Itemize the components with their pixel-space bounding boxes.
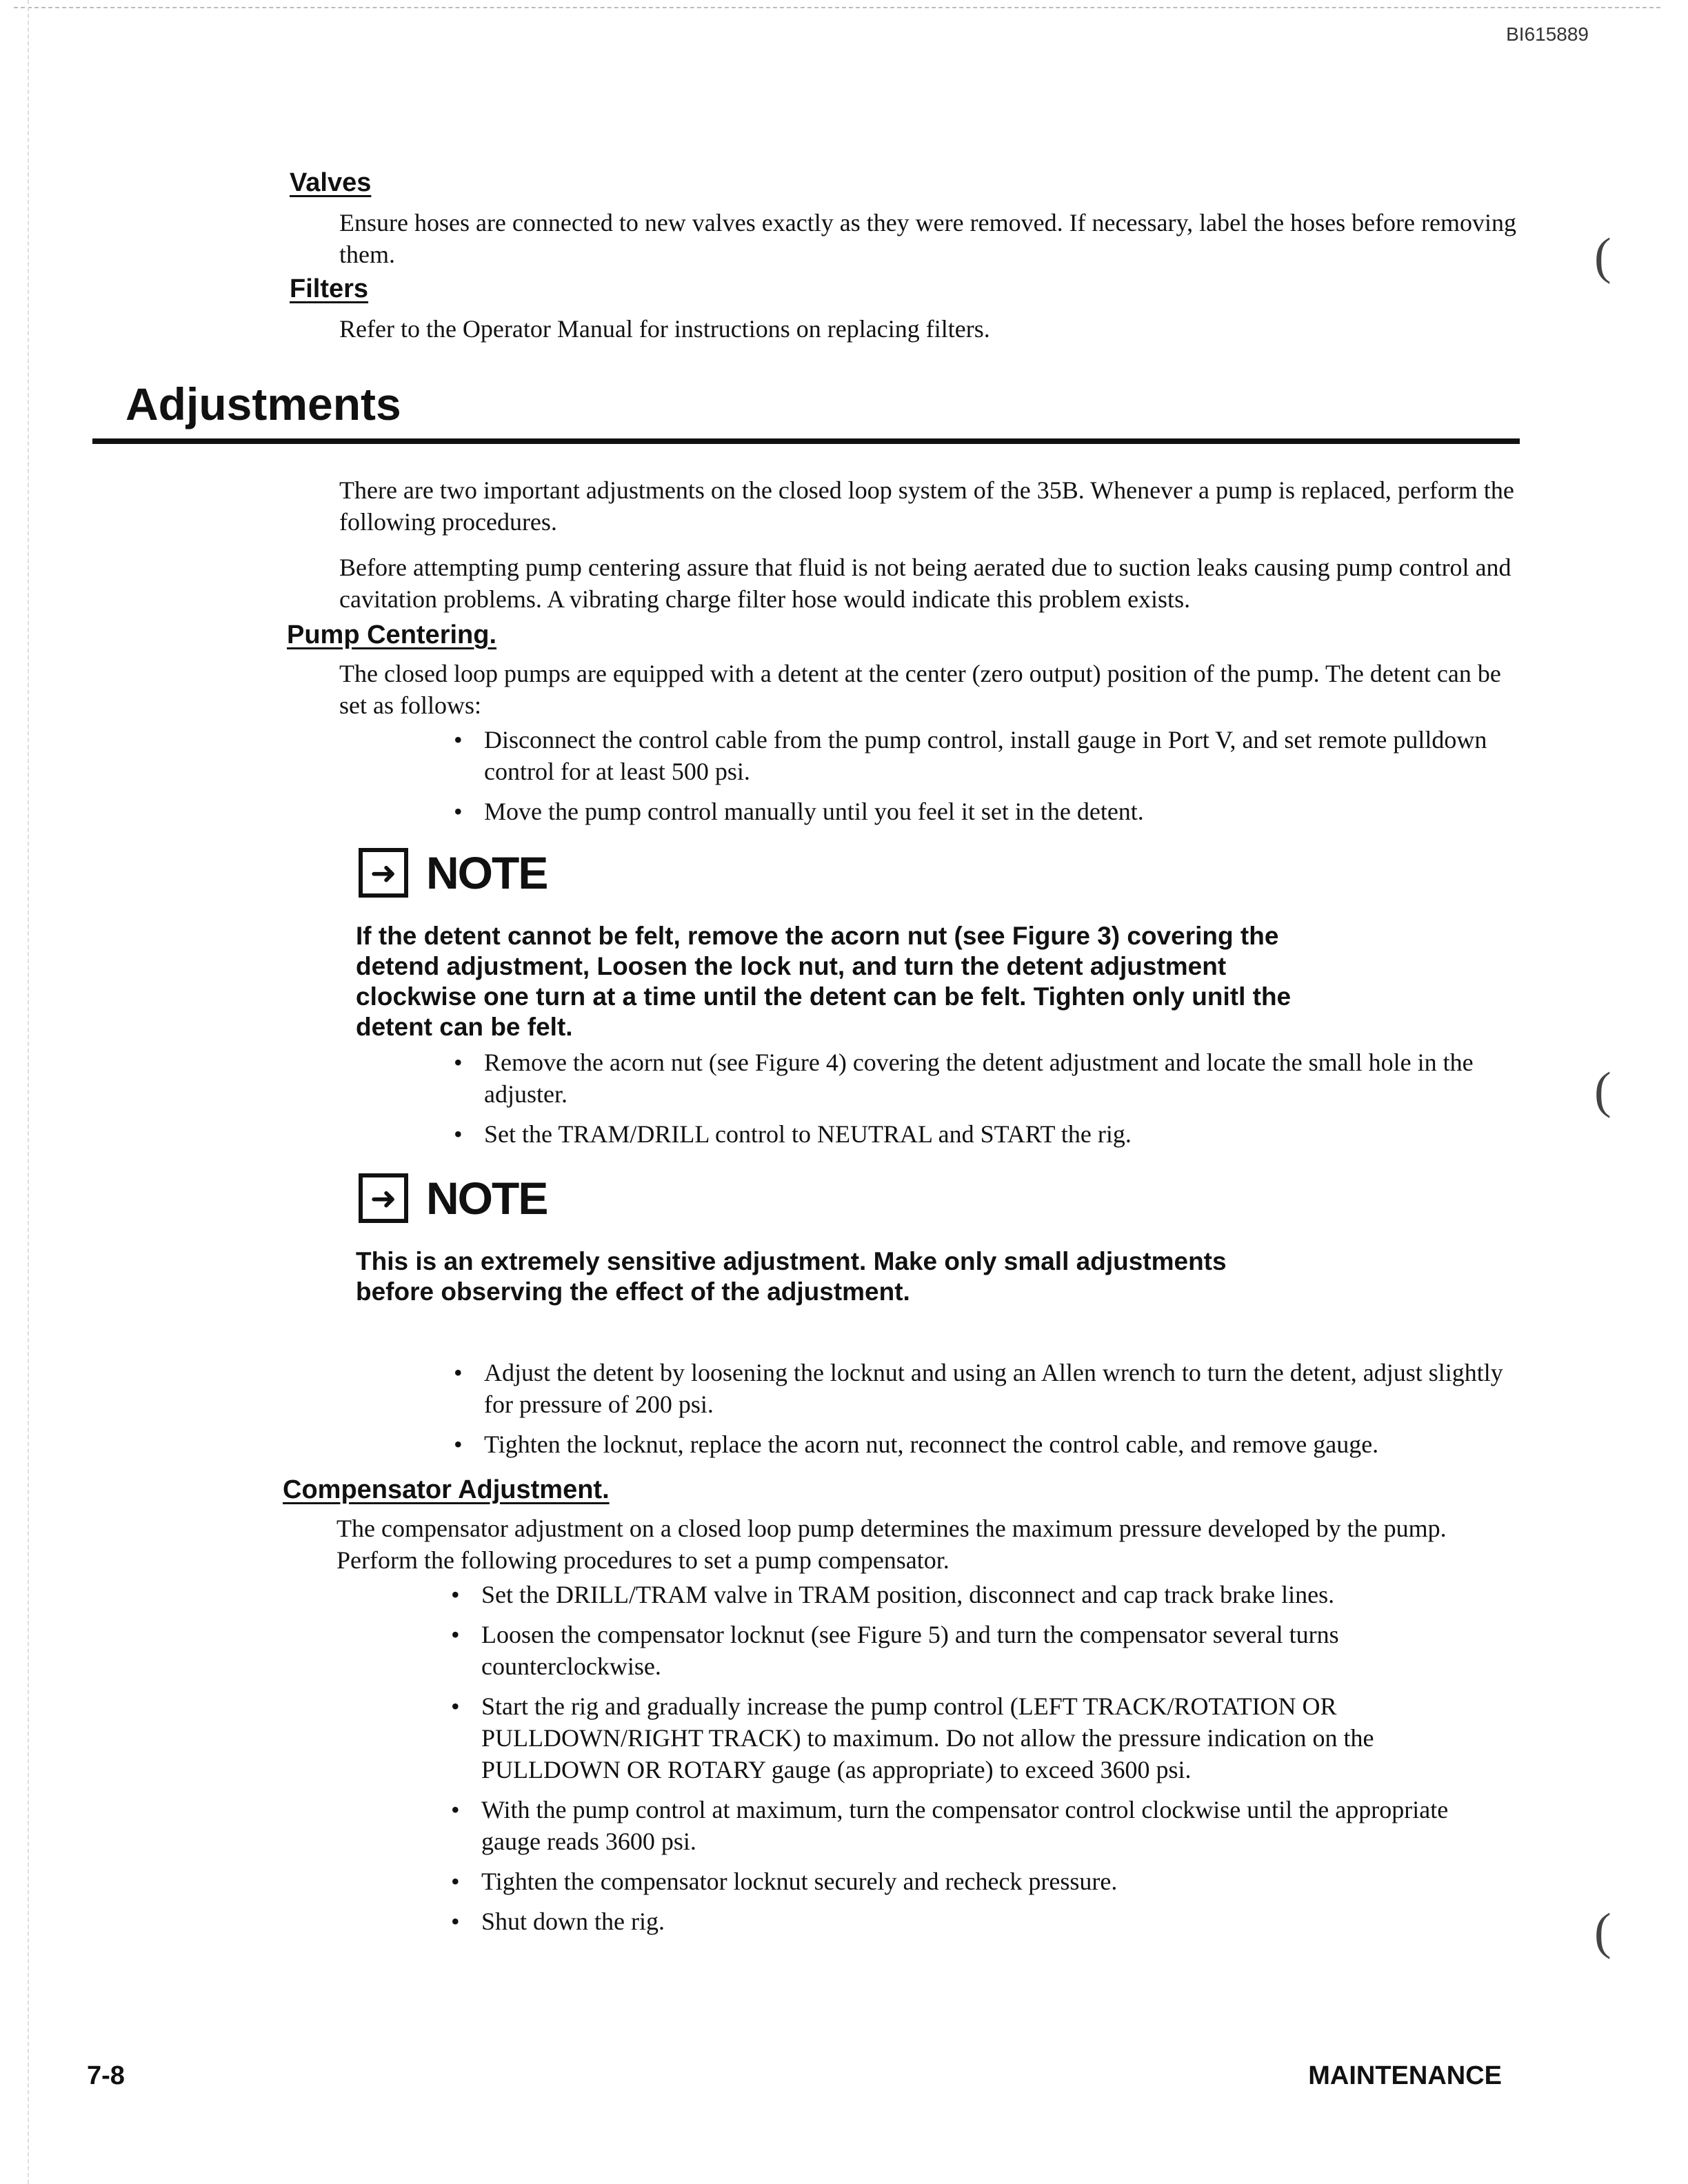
binder-hole-icon: ( [1594, 1062, 1611, 1119]
valves-text: Ensure hoses are connected to new valves exactly as they were removed. If necessary, label the hoses before removing them. [339, 209, 1516, 268]
bullet-icon: • [451, 1796, 460, 1823]
adjustments-intro-1: There are two important adjustments on the closed loop system of the 35B. Whenever a pump is replaced, perform the following procedures. [339, 476, 1514, 536]
scan-left-border [28, 0, 29, 2184]
filters-section [290, 274, 368, 304]
binder-hole-icon: ( [1594, 1903, 1611, 1960]
scan-top-border [14, 7, 1660, 8]
page-number: 7-8 [87, 2061, 125, 2090]
filters-heading: Filters [290, 274, 369, 303]
list-item: • Tighten the locknut, replace the acorn nut, reconnect the control cable, and remove gauge. [451, 1428, 1513, 1460]
pump-centering-text: The closed loop pumps are equipped with a detent at the center (zero output) position of the pump. The detent can be set as follows: [339, 660, 1501, 719]
arrow-right-box-icon: ➜ [359, 1173, 408, 1223]
document-id: BI615889 [1506, 23, 1589, 45]
bullet-icon: • [454, 1430, 463, 1458]
note-header [359, 1172, 547, 1224]
note-1-text: If the detent cannot be felt, remove the acorn nut (see Figure 3) covering the detend adjustment, Loosen the lock nut, and turn the detent adjustment clockwise one turn at a time until the detent can be felt. Tighten only unitl the detent can be felt. [356, 922, 1292, 1041]
adjustments-heading: Adjustments [125, 378, 401, 429]
compensator-heading: Compensator Adjustment. [283, 1475, 610, 1504]
note-title: NOTE [426, 847, 547, 898]
bullet-icon: • [454, 1359, 463, 1386]
list-item: • Shut down the rig. [448, 1905, 1510, 1937]
list-item: • Set the DRILL/TRAM valve in TRAM position, disconnect and cap track brake lines. [448, 1579, 1510, 1610]
bullet-icon: • [451, 1692, 460, 1720]
bullet-icon: • [454, 726, 463, 754]
note-header [359, 847, 547, 899]
binder-hole-icon: ( [1594, 228, 1611, 285]
compensator-section [283, 1475, 610, 1505]
list-item: • Loosen the compensator locknut (see Figure 5) and turn the compensator several turns counterclockwise. [448, 1619, 1510, 1682]
pump-centering-steps-3 [451, 1357, 1513, 1468]
list-item: • Start the rig and gradually increase the pump control (LEFT TRACK/ROTATION OR PULLDOWN/RIGHT TRACK) to maximum. Do not allow the pressure indication on the PULLDOWN OR ROTARY gauge (as appropriate) to exceed 3600 psi. [448, 1690, 1510, 1786]
list-item: • Move the pump control manually until you feel it set in the detent. [451, 796, 1513, 827]
compensator-text: The compensator adjustment on a closed loop pump determines the maximum pressure developed by the pump. Perform the following procedures to set a pump compensator. [336, 1515, 1447, 1574]
list-item: • Set the TRAM/DRILL control to NEUTRAL and START the rig. [451, 1118, 1499, 1150]
bullet-icon: • [454, 798, 463, 825]
list-item: • Tighten the compensator locknut securely and recheck pressure. [448, 1866, 1510, 1897]
pump-centering-steps-1 [451, 724, 1513, 836]
valves-heading: Valves [290, 168, 372, 197]
section-name: MAINTENANCE [1308, 2061, 1502, 2090]
note-1 [359, 847, 547, 899]
bullet-icon: • [451, 1621, 460, 1648]
note-2 [359, 1172, 547, 1224]
bullet-icon: • [454, 1120, 463, 1148]
heading-rule [92, 438, 1520, 444]
pump-centering-steps-2 [451, 1046, 1499, 1158]
pump-centering-section [287, 620, 496, 650]
filters-text: Refer to the Operator Manual for instructions on replacing filters. [339, 315, 990, 343]
compensator-steps [448, 1579, 1510, 1945]
bullet-icon: • [451, 1908, 460, 1935]
bullet-icon: • [451, 1581, 460, 1608]
bullet-icon: • [451, 1868, 460, 1895]
valves-section [290, 168, 371, 198]
arrow-right-box-icon: ➜ [359, 848, 408, 898]
note-2-text: This is an extremely sensitive adjustment. Make only small adjustments before observing the effect of the adjustment. [356, 1247, 1227, 1306]
list-item: • Adjust the detent by loosening the locknut and using an Allen wrench to turn the detent, adjust slightly for pressure of 200 psi. [451, 1357, 1513, 1420]
bullet-icon: • [454, 1049, 463, 1076]
list-item: • With the pump control at maximum, turn the compensator control clockwise until the appropriate gauge reads 3600 psi. [448, 1794, 1510, 1857]
pump-centering-heading: Pump Centering. [287, 620, 497, 649]
list-item: • Remove the acorn nut (see Figure 4) covering the detent adjustment and locate the small hole in the adjuster. [451, 1046, 1499, 1110]
list-item: • Disconnect the control cable from the pump control, install gauge in Port V, and set remote pulldown control for at least 500 psi. [451, 724, 1513, 787]
adjustments-intro-2: Before attempting pump centering assure that fluid is not being aerated due to suction leaks causing pump control and cavitation problems. A vibrating charge filter hose would indicate this problem exists. [339, 554, 1511, 613]
note-title: NOTE [426, 1173, 547, 1224]
